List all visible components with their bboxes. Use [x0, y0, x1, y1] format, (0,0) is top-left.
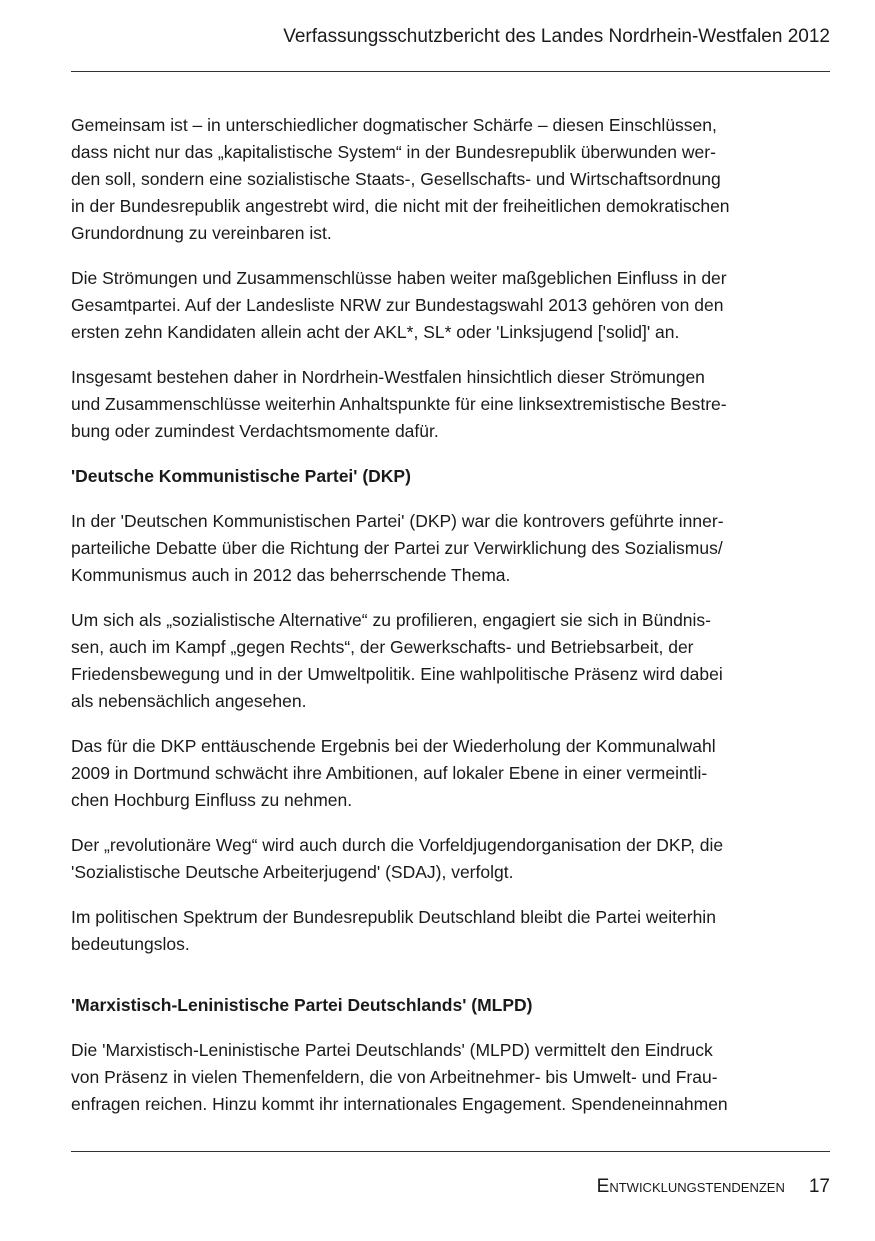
text-line: Im politischen Spektrum der Bundesrepublik Deutschland bleibt die Partei weiterhin [71, 907, 716, 927]
text-line: 2009 in Dortmund schwächt ihre Ambitionen, auf lokaler Ebene in einer vermeintli- [71, 763, 708, 783]
text-line: Die 'Marxistisch-Leninistische Partei Deutschlands' (MLPD) vermittelt den Eindruck [71, 1040, 713, 1060]
running-footer [597, 1175, 830, 1199]
text-line: den soll, sondern eine sozialistische Staats-, Gesellschafts- und Wirtschaftsordnung [71, 169, 721, 189]
text-line: Gesamtpartei. Auf der Landesliste NRW zur Bundestagswahl 2013 gehören von den [71, 295, 724, 315]
header-divider [71, 71, 830, 72]
body-paragraph [71, 508, 783, 589]
text-line: Der „revolutionäre Weg“ wird auch durch die Vorfeldjugendorganisation der DKP, die [71, 835, 724, 855]
text-line: bedeutungslos. [71, 934, 190, 954]
text-line: ersten zehn Kandidaten allein acht der AKL*, SL* oder 'Linksjugend ['solid]' an. [71, 322, 680, 342]
text-line: Insgesamt bestehen daher in Nordrhein-Westfalen hinsichtlich dieser Strömungen [71, 367, 705, 387]
text-line: Grundordnung zu vereinbaren ist. [71, 223, 332, 243]
footer-section-title: Entwicklungstendenzen [596, 1176, 785, 1197]
text-line: 'Sozialistische Deutsche Arbeiterjugend' (SDAJ), verfolgt. [71, 862, 514, 882]
footer-divider [71, 1151, 830, 1152]
text-line: in der Bundesrepublik angestrebt wird, die nicht mit der freiheitlichen demokratischen [71, 196, 730, 216]
text-line: dass nicht nur das „kapitalistische System“ in der Bundesrepublik überwunden wer- [71, 142, 716, 162]
text-line: enfragen reichen. Hinzu kommt ihr internationales Engagement. Spendeneinnahmen [71, 1094, 728, 1114]
text-line: Die Strömungen und Zusammenschlüsse haben weiter maßgeblichen Einfluss in der [71, 268, 727, 288]
text-line: 'Marxistisch-Leninistische Partei Deutschlands' (MLPD) [71, 995, 533, 1015]
text-line: bung oder zumindest Verdachtsmomente dafür. [71, 421, 439, 441]
body-paragraph [71, 733, 783, 814]
page-number: 17 [808, 1176, 830, 1197]
body-paragraph [71, 904, 783, 958]
text-line: 'Deutsche Kommunistische Partei' (DKP) [71, 466, 411, 486]
section-heading [71, 463, 783, 490]
running-header: Verfassungsschutzbericht des Landes Nordrhein-Westfalen 2012 [283, 26, 830, 47]
body-paragraph [71, 832, 783, 886]
text-line: von Präsenz in vielen Themenfeldern, die von Arbeitnehmer- bis Umwelt- und Frau- [71, 1067, 718, 1087]
body-paragraph [71, 607, 783, 715]
text-line: In der 'Deutschen Kommunistischen Partei' (DKP) war die kontrovers geführte inner- [71, 511, 724, 531]
text-line: Kommunismus auch in 2012 das beherrschende Thema. [71, 565, 511, 585]
body-paragraph [71, 265, 783, 346]
page-body [71, 112, 783, 1136]
text-line: parteiliche Debatte über die Richtung der Partei zur Verwirklichung des Sozialismus/ [71, 538, 723, 558]
text-line: sen, auch im Kampf „gegen Rechts“, der Gewerkschafts- und Betriebsarbeit, der [71, 637, 694, 657]
text-line: und Zusammenschlüsse weiterhin Anhaltspunkte für eine linksextremistische Bestre- [71, 394, 727, 414]
text-line: Das für die DKP enttäuschende Ergebnis bei der Wiederholung der Kommunalwahl [71, 736, 716, 756]
section-heading [71, 992, 783, 1019]
text-line: chen Hochburg Einfluss zu nehmen. [71, 790, 353, 810]
text-line: Friedensbewegung und in der Umweltpolitik. Eine wahlpolitische Präsenz wird dabei [71, 664, 723, 684]
body-paragraph [71, 1037, 783, 1118]
text-line: Gemeinsam ist – in unterschiedlicher dogmatischer Schärfe – diesen Einschlüssen, [71, 115, 717, 135]
text-line: als nebensächlich angesehen. [71, 691, 307, 711]
body-paragraph [71, 112, 783, 247]
text-line: Um sich als „sozialistische Alternative“ zu profilieren, engagiert sie sich in Bündnis- [71, 610, 711, 630]
body-paragraph [71, 364, 783, 445]
